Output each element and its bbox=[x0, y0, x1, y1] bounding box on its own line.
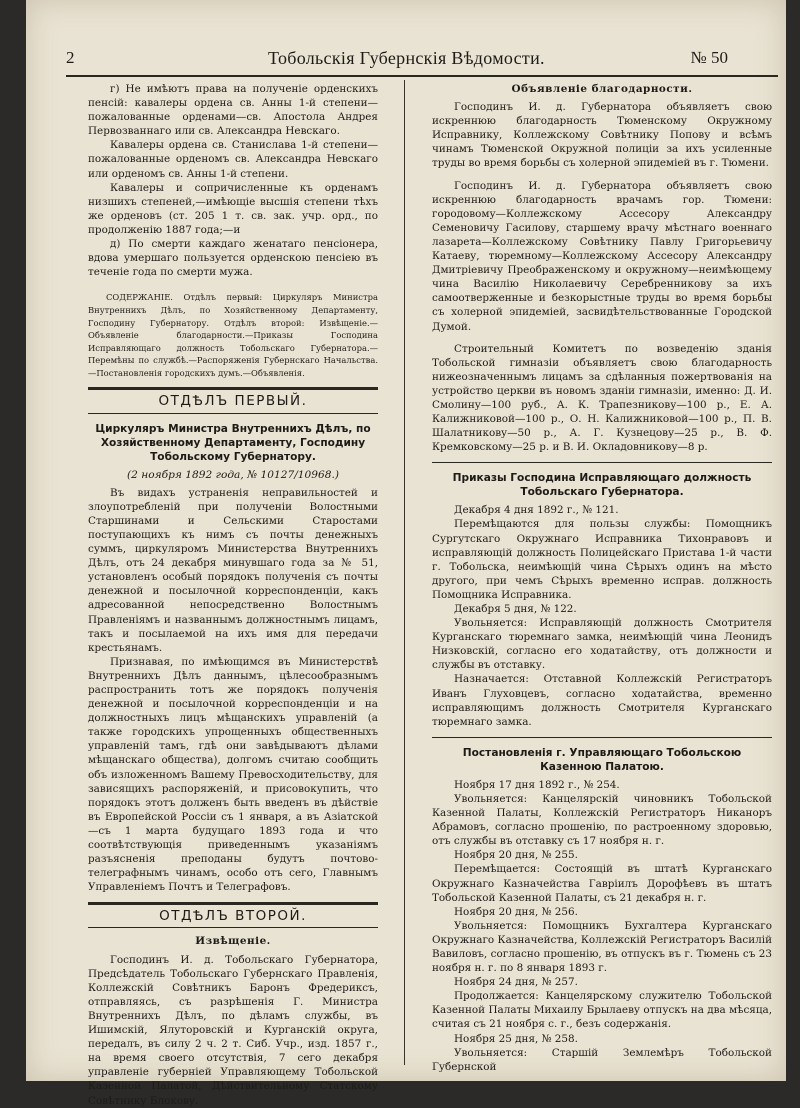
thanks-paragraph: Господинъ И. д. Губернатора объявляетъ свою искреннюю благодарность Тюменскому Окружному Исправнику, Коллежскому Совѣтнику Попову и всѣмъ чинамъ Тюменской Окружной полиціи за ихъ усиленные труды во время борьбы съ холерной эпидеміей въ г. Тюмени. bbox=[432, 101, 772, 170]
newspaper-title: Тобольскія Губернскія Вѣдомости. bbox=[268, 48, 545, 68]
section-rule bbox=[88, 902, 378, 905]
resolutions-title: Постановленія г. Управляющаго Тобольскою Казенною Палатою. bbox=[462, 746, 742, 773]
section-two-title: ОТДѢЛЪ ВТОРОЙ. bbox=[159, 908, 307, 925]
pension-paragraph: Кавалеры и сопричисленные къ орденамъ низшихъ степеней,—имѣющіе высшія степени тѣхъ же орденовъ (ст. 205 1 т. св. зак. учр. орд., по продолженію 1887 года;—и bbox=[88, 181, 378, 236]
section-rule bbox=[432, 462, 772, 463]
circular-paragraph: Признавая, по имѣющимся въ Министерствѣ Внутреннихъ Дѣлъ даннымъ, цѣлесообразнымъ распространить тотъ же порядокъ полученія денежной и посылочной корреспонденціи и на должностныхъ лицъ мѣщанскихъ управленій (а также городскихъ упрощенныхъ общественныхъ управленій тамъ, гдѣ они завѣдываютъ дѣлами мѣщанскаго общества), долгомъ считаю сообщить объ изложенномъ Вашему Превосходительству, для зависящихъ распоряженій, и присовокупить, что порядокъ этотъ долженъ быть введенъ въ дѣйствіе въ Европейской Россіи съ 1 января, а въ Азіатской—съ 1 марта будущаго 1893 года и что соотвѣтствующія приведеннымъ указаніямъ разъясненія преподаны будутъ почтово-телеграфнымъ чинамъ, особо отъ сего, Главнымъ Управленіемъ Почтъ и Телеграфовъ. bbox=[88, 655, 378, 894]
issue-number: № 50 bbox=[690, 48, 728, 67]
right-column bbox=[432, 82, 772, 1074]
page-header bbox=[38, 46, 768, 76]
circular-paragraph: Въ видахъ устраненія неправильностей и злоупотребленій при полученіи Волостными Старшинами и Сельскими Старостами поступающихъ къ нимъ съ почты денежныхъ суммъ, циркуляромъ Министерства Внутреннихъ Дѣлъ, отъ 24 декабря минувшаго года за № 51, установленъ особый порядокъ полученія съ почты денежной и посылочной корреспонденціи, какъ адресованной непосредственно Волостнымъ Правленіямъ и названнымъ должностнымъ лицамъ, такъ и посылаемой на ихъ имя для передачи крестьянамъ. bbox=[88, 486, 378, 654]
orders-title: Приказы Господина Исправляющаго должность Тобольскаго Губернатора. bbox=[452, 472, 752, 499]
contents-text: СОДЕРЖАНІЕ. Отдѣлъ первый: Циркуляръ Министра Внутреннихъ Дѣлъ, по Хозяйственному Департаменту, Господину Губернатору. Отдѣлъ второй: Извѣщеніе.—Объявленіе благодарности.—Приказы Господина Исправляющаго должность Тобольскаго Губернатора.—Перемѣны по службѣ.—Распоряженія Губернскаго Начальства.—Постановленія городскихъ думъ.—Объявленія. bbox=[88, 292, 378, 378]
notice-title: Извѣщеніе. bbox=[195, 935, 271, 948]
header-rule bbox=[66, 75, 778, 77]
pension-paragraph: Кавалеры ордена св. Станислава 1-й степени—пожалованные орденомъ св. Александра Невскаго или орденомъ св. Анны 1-й степени. bbox=[88, 139, 378, 180]
orders-paragraph: Назначается: Отставной Коллежскій Регистраторъ Иванъ Глуховцевъ, согласно ходатайства, временно исправляющимъ должность Смотрителя Курганскаго тюремнаго замка. bbox=[432, 673, 772, 728]
section-rule bbox=[88, 387, 378, 390]
circular-title: Циркуляръ Министра Внутреннихъ Дѣлъ, по Хозяйственному Департаменту, Господину Тобольскому Губернатору. bbox=[95, 422, 371, 463]
resolutions-paragraph: Ноября 24 дня, № 257. bbox=[454, 976, 578, 989]
resolutions-paragraph: Увольняется: Помощникъ Бухгалтера Курганскаго Окружнаго Казначейства, Коллежскій Регистраторъ Василій Вавиловъ, согласно прошенію, въ отпускъ въ г. Тюмень съ 23 ноября н. г. по 8 января 1893 г. bbox=[432, 919, 772, 975]
section-one-title: ОТДѢЛЪ ПЕРВЫЙ. bbox=[158, 393, 308, 410]
circular-date: (2 ноября 1892 года, № 10127/10968.) bbox=[127, 468, 339, 481]
notice-paragraph: Господинъ И. д. Тобольскаго Губернатора, Предсѣдатель Тобольскаго Губернскаго Правленія, Коллежскій Совѣтникъ Баронъ Фредериксъ, отправляясь, съ разрѣшенія Г. Министра Внутреннихъ Дѣлъ, по дѣламъ службы, въ Ишимскій, Ялуторовскій и Курганскій округа, передалъ, въ силу 2 ч. 2 т. Сиб. Учр., изд. 1857 г., на время своего отсутствія, 7 сего декабря управленіе губерніей Управляющему Тобольской Казенной Палатой, Дѣйствительному Статскому Совѣтнику Блокову. bbox=[88, 953, 378, 1107]
orders-paragraph: Декабря 5 дня, № 122. bbox=[454, 603, 577, 615]
orders-paragraph: Увольняется: Исправляющій должность Смотрителя Курганскаго тюремнаго замка, неимѣющій чина Леонидъ Низковскій, согласно его ходатайству, отъ должности и службы въ отставку. bbox=[432, 617, 772, 672]
resolutions-paragraph: Ноября 20 дня, № 255. bbox=[454, 849, 578, 862]
resolutions-paragraph: Продолжается: Канцелярскому служителю Тобольской Казенной Палаты Михаилу Брылаеву отпускъ на два мѣсяца, считая съ 21 ноября с. г., безъ содержанія. bbox=[432, 990, 772, 1031]
section-rule bbox=[88, 413, 378, 414]
left-column bbox=[88, 82, 378, 1108]
thanks-paragraph: Господинъ И. д. Губернатора объявляетъ свою искреннюю благодарность врачамъ гор. Тюмени: городовому—Коллежскому Ассесору Александру Семеновичу Гасилову, старшему врачу мѣстнаго военнаго лазарета—Коллежскому Совѣтнику Павлу Григорьевичу Катаеву, тюремному—Коллежскому Ассесору Александру Дмитріевичу Преображенскому и окружному—неимѣющему чина Василію Николаевичу Серебренникову за ихъ самоотверженные и безкорыстные труды во время борьбы съ холерной эпидеміей, засвидѣтельствованные Городской Думой. bbox=[432, 179, 772, 333]
pension-paragraph: д) По смерти каждаго женатаго пенсіонера, вдова умершаго пользуется орденскою пенсіею въ теченіе года по смерти мужа. bbox=[88, 238, 378, 279]
page-number: 2 bbox=[66, 48, 75, 67]
section-rule bbox=[88, 927, 378, 928]
resolutions-paragraph: Перемѣщается: Состоящій въ штатѣ Курганскаго Окружнаго Казначейства Гавріилъ Дорофѣевъ въ штатъ Тобольской Казенной Палаты, съ 21 декабря н. г. bbox=[432, 863, 772, 904]
table-of-contents bbox=[88, 291, 378, 379]
resolutions-paragraph: Увольняется: Старшій Землемѣръ Тобольской Губернской bbox=[432, 1046, 772, 1073]
thanks-title: Объявленіе благодарности. bbox=[511, 83, 693, 95]
orders-paragraph: Перемѣщаются для пользы службы: Помощникъ Сургутскаго Окружнаго Исправника Тихонравовъ и исправляющій должность Полицейскаго Пристава 1-й части г. Тобольска, неимѣющій чина Сѣрыхъ одинъ на мѣсто другого, при чемъ Сѣрыхъ временно исправ. должность Помощника Исправника. bbox=[432, 518, 772, 601]
section-rule bbox=[432, 737, 772, 738]
column-divider bbox=[404, 80, 405, 1065]
resolutions-paragraph: Ноября 20 дня, № 256. bbox=[454, 905, 578, 918]
orders-paragraph: Декабря 4 дня 1892 г., № 121. bbox=[454, 504, 619, 517]
thanks-paragraph: Строительный Комитетъ по возведенію зданія Тобольской гимназіи объявляетъ свою благодарность нижеозначеннымъ лицамъ за сдѣланныя пожертвованія на устройство церкви въ новомъ зданіи гимназіи, именно: Д. И. Смолину—100 руб., А. К. Трапезникову—100 р., Е. А. Калижниковой—100 р., О. Н. Калижниковой—100 р., П. В. Шалатникову—50 р., А. Г. Кузнецову—25 р., В. Ф. Кремковскому—25 р. и В. И. Окладовникову—8 р. bbox=[432, 342, 772, 454]
resolutions-paragraph: Ноября 17 дня 1892 г., № 254. bbox=[454, 778, 620, 791]
resolutions-paragraph: Увольняется: Канцелярскій чиновникъ Тобольской Казенной Палаты, Коллежскій Регистраторъ Никаноръ Абрамовъ, согласно прошенію, по растроенному здоровью, отъ службы въ отставку съ 17 ноября н. г. bbox=[432, 792, 772, 848]
pension-paragraph: г) Не имѣютъ права на полученіе орденскихъ пенсій: кавалеры ордена св. Анны 1-й степени—пожалованные орденами—св. Апостола Андрея Первозваннаго или св. Александра Невскаго. bbox=[88, 83, 378, 138]
resolutions-paragraph: Ноября 25 дня, № 258. bbox=[454, 1032, 578, 1045]
